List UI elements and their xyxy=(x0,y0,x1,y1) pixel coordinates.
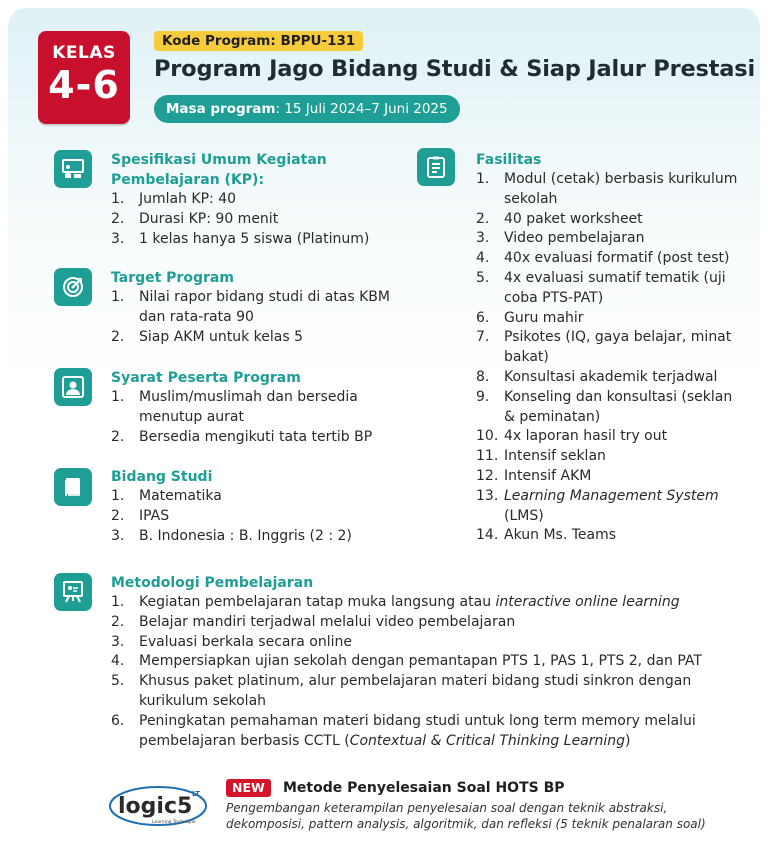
logic5-logo xyxy=(108,780,212,828)
list-item: 2. Siap AKM untuk kelas 5 xyxy=(111,328,303,345)
list-item: 9. Konseling dan konsultasi (seklan & peminatan) xyxy=(476,388,733,425)
list-item: 2. Durasi KP: 90 menit xyxy=(111,210,279,227)
kelas-badge xyxy=(38,31,130,124)
section-fasilitas xyxy=(476,150,746,546)
list-item: 4. Mempersiapkan ujian sekolah dengan pemantapan PTS 1, PAS 1, PTS 2, dan PAT xyxy=(111,653,702,670)
target-list xyxy=(111,288,401,347)
kelas-label: KELAS xyxy=(52,43,116,63)
list-item: 10. 4x laporan hasil try out xyxy=(476,428,668,445)
list-item: 4. 40x evaluasi formatif (post test) xyxy=(476,250,730,267)
metodologi-title: Metodologi Pembelajaran xyxy=(111,575,314,591)
target-icon xyxy=(54,268,92,306)
list-item: 3. 1 kelas hanya 5 siswa (Platinum) xyxy=(111,230,370,247)
person-icon xyxy=(54,368,92,406)
presentation-icon xyxy=(54,150,92,188)
new-method-title: Metode Penyelesaian Soal HOTS BP xyxy=(283,780,565,796)
logo-sup: LT xyxy=(192,790,201,798)
list-item: 3. Video pembelajaran xyxy=(476,230,645,247)
list-item: 2. Bersedia mengikuti tata tertib BP xyxy=(111,428,373,445)
new-method-description: Pengembangan keterampilan penyelesaian soal dengan teknik abstraksi, dekomposisi, pattern analysis, algoritmik, dan refleksi (5 teknik penalaran soal) xyxy=(226,801,706,831)
list-item: 3. B. Indonesia : B. Inggris (2 : 2) xyxy=(111,527,352,544)
teaching-board-icon xyxy=(54,573,92,611)
list-item: 12. Intensif AKM xyxy=(476,467,592,484)
masa-value: : 15 Juli 2024–7 Juni 2025 xyxy=(275,101,448,117)
list-item: 1. Kegiatan pembelajaran tatap muka langsung atau interactive online learning xyxy=(111,594,680,610)
bidang-title: Bidang Studi xyxy=(111,469,213,485)
fasilitas-list xyxy=(476,170,746,546)
logo-sub: Learning Technique xyxy=(152,820,196,825)
fasilitas-title: Fasilitas xyxy=(476,152,542,168)
syarat-list xyxy=(111,388,401,447)
syarat-title: Syarat Peserta Program xyxy=(111,370,301,386)
metodologi-list xyxy=(111,593,751,751)
kelas-range: 4-6 xyxy=(48,63,120,107)
list-item: 11. Intensif seklan xyxy=(476,448,606,465)
list-item: 1. Muslim/muslimah dan bersedia menutup aurat xyxy=(111,389,358,425)
masa-program-pill xyxy=(154,95,460,123)
list-item: 14. Akun Ms. Teams xyxy=(476,527,617,544)
bidang-list xyxy=(111,487,401,546)
section-bidang-studi xyxy=(111,467,401,546)
section-syarat xyxy=(111,368,401,447)
list-item: 1. Jumlah KP: 40 xyxy=(111,191,237,207)
list-item: 7. Psikotes (IQ, gaya belajar, minat bakat) xyxy=(476,329,732,366)
list-item: 13. Learning Management System (LMS) xyxy=(476,487,719,524)
masa-label: Masa program xyxy=(166,101,276,117)
list-item: 2. 40 paket worksheet xyxy=(476,210,643,227)
book-icon xyxy=(54,468,92,506)
list-item: 3. Evaluasi berkala secara online xyxy=(111,633,352,650)
spesifikasi-list xyxy=(111,190,401,249)
list-item: 6. Guru mahir xyxy=(476,309,584,326)
page-title: Program Jago Bidang Studi & Siap Jalur Prestasi xyxy=(154,56,755,82)
list-item: 5. Khusus paket platinum, alur pembelajaran materi bidang studi sinkron dengan kurikulum sekolah xyxy=(111,673,692,709)
list-item: 2. Belajar mandiri terjadwal melalui video pembelajaran xyxy=(111,613,516,630)
kode-program: Kode Program: BPPU-131 xyxy=(154,31,363,51)
list-item: 2. IPAS xyxy=(111,507,170,524)
list-item: 5. 4x evaluasi sumatif tematik (uji coba PTS-PAT) xyxy=(476,269,726,306)
target-title: Target Program xyxy=(111,270,234,286)
list-item: 1. Matematika xyxy=(111,488,222,504)
new-badge: NEW xyxy=(226,779,271,797)
list-item: 1. Nilai rapor bidang studi di atas KBM dan rata-rata 90 xyxy=(111,289,390,325)
section-metodologi xyxy=(111,573,751,751)
section-spesifikasi xyxy=(111,150,401,249)
clipboard-icon xyxy=(417,148,455,186)
logo-text: logic5 xyxy=(118,794,193,819)
section-target xyxy=(111,268,401,347)
list-item: 8. Konsultasi akademik terjadwal xyxy=(476,368,718,385)
list-item: 1. Modul (cetak) berbasis kurikulum sekolah xyxy=(476,171,738,207)
list-item: 6. Peningkatan pemahaman materi bidang studi untuk long term memory melalui pembelajaran berbasis CCTL (Contextual & Critical Thinking Learning) xyxy=(111,712,696,749)
spesifikasi-title: Spesifikasi Umum Kegiatan Pembelajaran (KP): xyxy=(111,152,327,188)
